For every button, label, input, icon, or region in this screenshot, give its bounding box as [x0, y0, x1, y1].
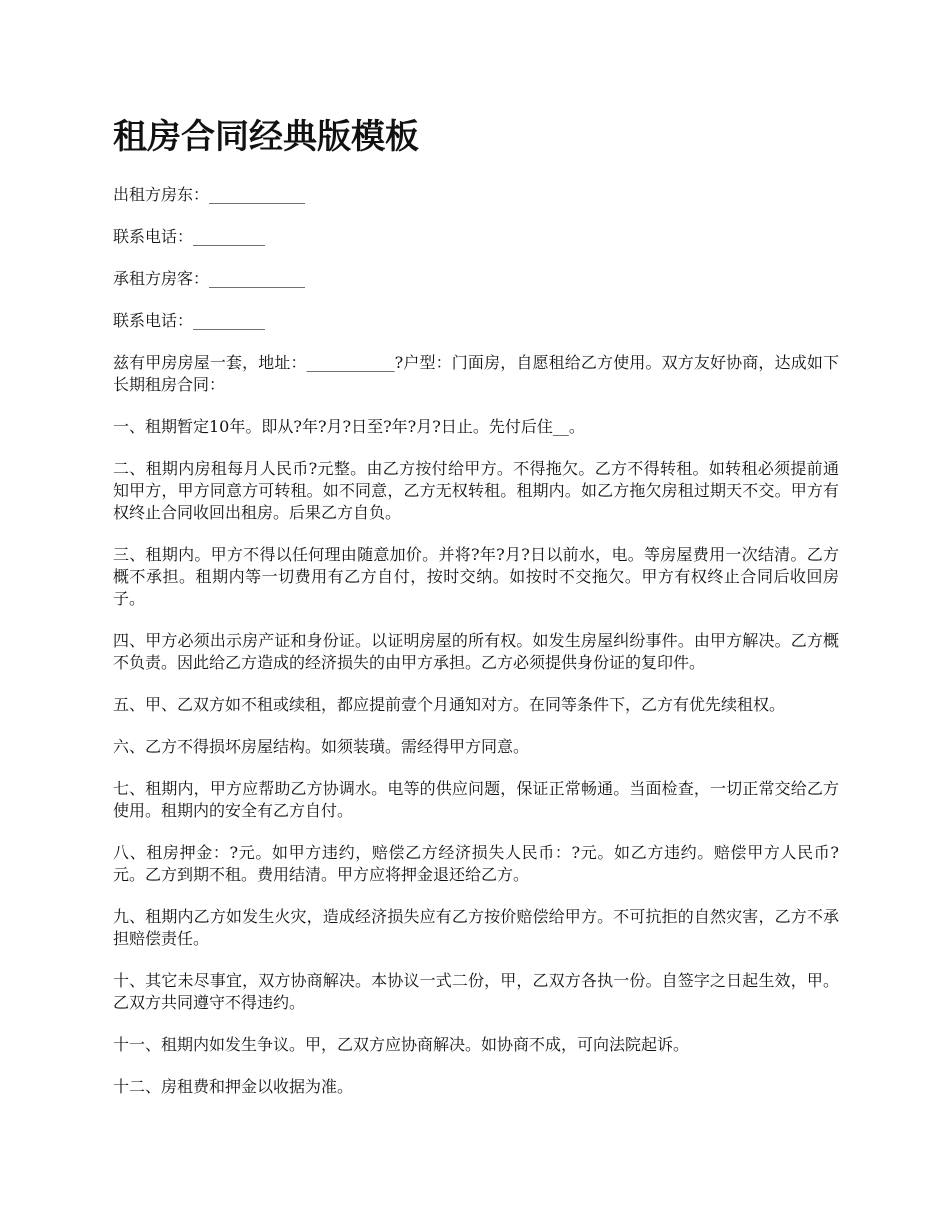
- landlord-field: 出租方房东：____________: [113, 185, 306, 204]
- clause-12: 十二、房租费和押金以收据为准。: [113, 1077, 354, 1096]
- tenant-phone-field: 联系电话：_________: [113, 311, 266, 330]
- clause-7: 七、租期内，甲方应帮助乙方协调水。电等的供应问题，保证正常畅通。当面检查，一切正常交给乙方使用。租期内的安全有乙方自付。: [113, 779, 839, 820]
- tenant-field: 承租方房客：____________: [113, 269, 306, 288]
- clause-5: 五、甲、乙双方如不租或续租，都应提前壹个月通知对方。在同等条件下，乙方有优先续租权。: [113, 695, 786, 714]
- clause-1: 一、租期暂定10年。即从?年?月?日至?年?月?日止。先付后住__。: [113, 417, 585, 436]
- clause-4: 四、甲方必须出示房产证和身份证。以证明房屋的所有权。如发生房屋纠纷事件。由甲方解决。乙方概不负责。因此给乙方造成的经济损失的由甲方承担。乙方必须提供身份证的复印件。: [113, 631, 839, 672]
- intro-paragraph: 兹有甲房房屋一套，地址：___________?户型：门面房，自愿租给乙方使用。双方友好协商，达成如下长期租房合同：: [113, 353, 839, 394]
- landlord-phone-field: 联系电话：_________: [113, 227, 266, 246]
- clause-3: 三、租期内。甲方不得以任何理由随意加价。并将?年?月?日以前水，电。等房屋费用一次结清。乙方概不承担。租期内等一切费用有乙方自付，按时交纳。如按时不交拖欠。甲方有权终止合同后收回房子。: [113, 545, 839, 608]
- document-page: [113, 112, 839, 1118]
- clause-6: 六、乙方不得损坏房屋结构。如须装璜。需经得甲方同意。: [113, 737, 530, 756]
- clause-11: 十一、租期内如发生争议。甲，乙双方应协商解决。如协商不成，可向法院起诉。: [113, 1035, 690, 1054]
- document-title: 租房合同经典版模板: [113, 117, 419, 157]
- clause-2: 二、租期内房租每月人民币?元整。由乙方按付给甲方。不得拖欠。乙方不得转租。如转租必须提前通知甲方，甲方同意方可转租。如不同意，乙方无权转租。租期内。如乙方拖欠房租过期天不交。甲方有权终止合同收回出租房。后果乙方自负。: [113, 459, 839, 522]
- clause-10: 十、其它未尽事宜，双方协商解决。本协议一式二份，甲，乙双方各执一份。自签字之日起生效，甲。乙双方共同遵守不得违约。: [113, 971, 839, 1012]
- clause-8: 八、租房押金：?元。如甲方违约，赔偿乙方经济损失人民币：?元。如乙方违约。赔偿甲方人民币?元。乙方到期不租。费用结清。甲方应将押金退还给乙方。: [113, 843, 839, 884]
- clause-9: 九、租期内乙方如发生火灾，造成经济损失应有乙方按价赔偿给甲方。不可抗拒的自然灾害，乙方不承担赔偿责任。: [113, 907, 839, 948]
